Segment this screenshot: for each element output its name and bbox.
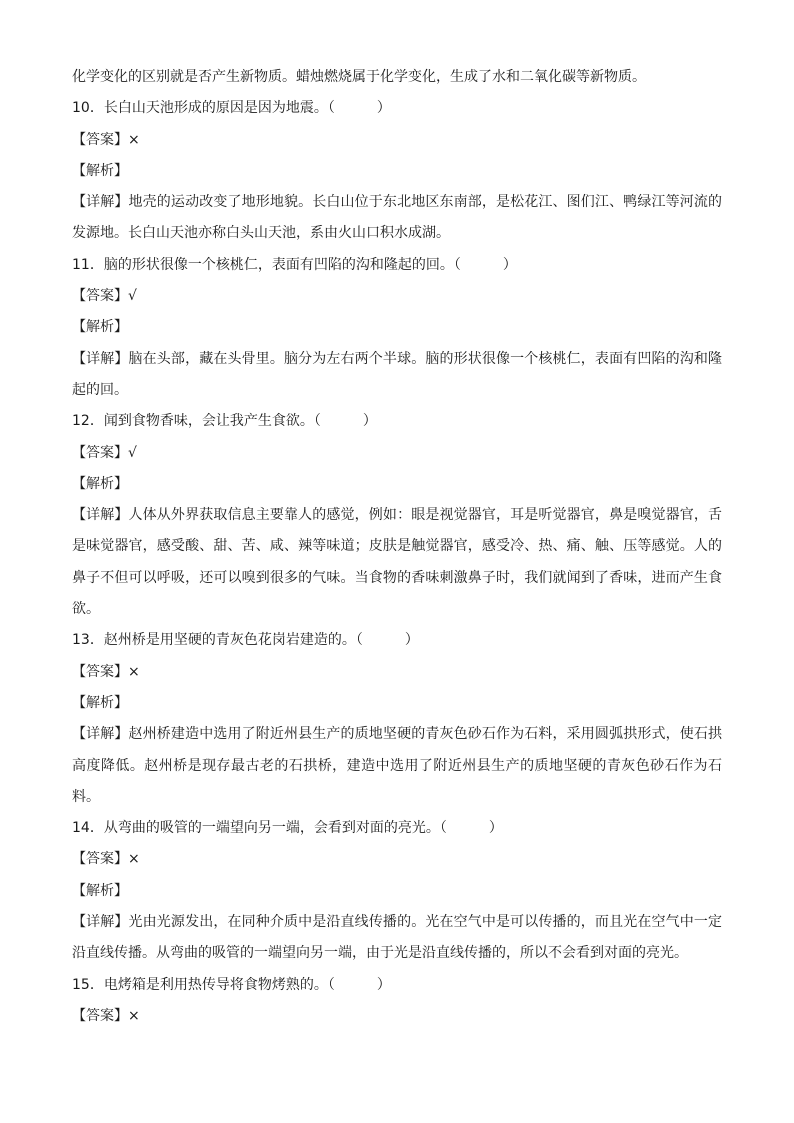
detail-13: 【详解】赵州桥建造中选用了附近州县生产的质地坚硬的青灰色砂石作为石料，采用圆弧拱形式，使石拱高度降低。赵州桥是现存最古老的石拱桥，建造中选用了附近州县生产的质地坚硬的青灰色砂石作为石料。 bbox=[72, 726, 722, 805]
answer-11: 【答案】√ bbox=[72, 288, 137, 305]
detail-10: 【详解】地壳的运动改变了地形地貌。长白山位于东北地区东南部，是松花江、图们江、鸭绿江等河流的发源地。长白山天池亦称白头山天池，系由火山口积水成湖。 bbox=[72, 194, 722, 242]
analysis-10: 【解析】 bbox=[72, 162, 128, 179]
analysis-14: 【解析】 bbox=[72, 882, 128, 899]
question-13: 13．赵州桥是用坚硬的青灰色花岗岩建造的。（ ） bbox=[72, 632, 419, 649]
answer-12: 【答案】√ bbox=[72, 444, 137, 461]
question-14: 14．从弯曲的吸管的一端望向另一端，会看到对面的亮光。（ ） bbox=[72, 820, 503, 837]
detail-14: 【详解】光由光源发出，在同种介质中是沿直线传播的。光在空气中是可以传播的，而且光在空气中一定沿直线传播。从弯曲的吸管的一端望向另一端，由于光是沿直线传播的，所以不会看到对面的亮光。 bbox=[72, 914, 722, 962]
answer-14: 【答案】× bbox=[72, 851, 140, 868]
answer-13: 【答案】× bbox=[72, 663, 140, 680]
question-10: 10．长白山天池形成的原因是因为地震。（ ） bbox=[72, 100, 391, 117]
analysis-11: 【解析】 bbox=[72, 319, 128, 336]
intro-tail-text: 化学变化的区别就是否产生新物质。蜡烛燃烧属于化学变化，生成了水和二氧化碳等新物质。 bbox=[72, 69, 646, 85]
analysis-12: 【解析】 bbox=[72, 475, 128, 492]
detail-12: 【详解】人体从外界获取信息主要靠人的感觉，例如：眼是视觉器官，耳是听觉器官，鼻是嗅觉器官，舌是味觉器官，感受酸、甜、苦、咸、辣等味道；皮肤是触觉器官，感受冷、热、痛、触、压等感觉。人的鼻子不但可以呼吸，还可以嗅到很多的气味。当食物的香味刺激鼻子时，我们就闻到了香味，进而产生食欲。 bbox=[72, 507, 722, 618]
question-12: 12．闻到食物香味，会让我产生食欲。（ ） bbox=[72, 413, 377, 430]
analysis-13: 【解析】 bbox=[72, 694, 128, 711]
answer-10: 【答案】× bbox=[72, 131, 140, 148]
detail-11: 【详解】脑在头部，藏在头骨里。脑分为左右两个半球。脑的形状很像一个核桃仁，表面有凹陷的沟和隆起的回。 bbox=[72, 350, 722, 398]
question-15: 15．电烤箱是利用热传导将食物烤熟的。（ ） bbox=[72, 976, 391, 993]
answer-15: 【答案】× bbox=[72, 1007, 140, 1024]
question-11: 11．脑的形状很像一个核桃仁，表面有凹陷的沟和隆起的回。（ ） bbox=[72, 256, 517, 273]
document-page bbox=[72, 62, 722, 1032]
